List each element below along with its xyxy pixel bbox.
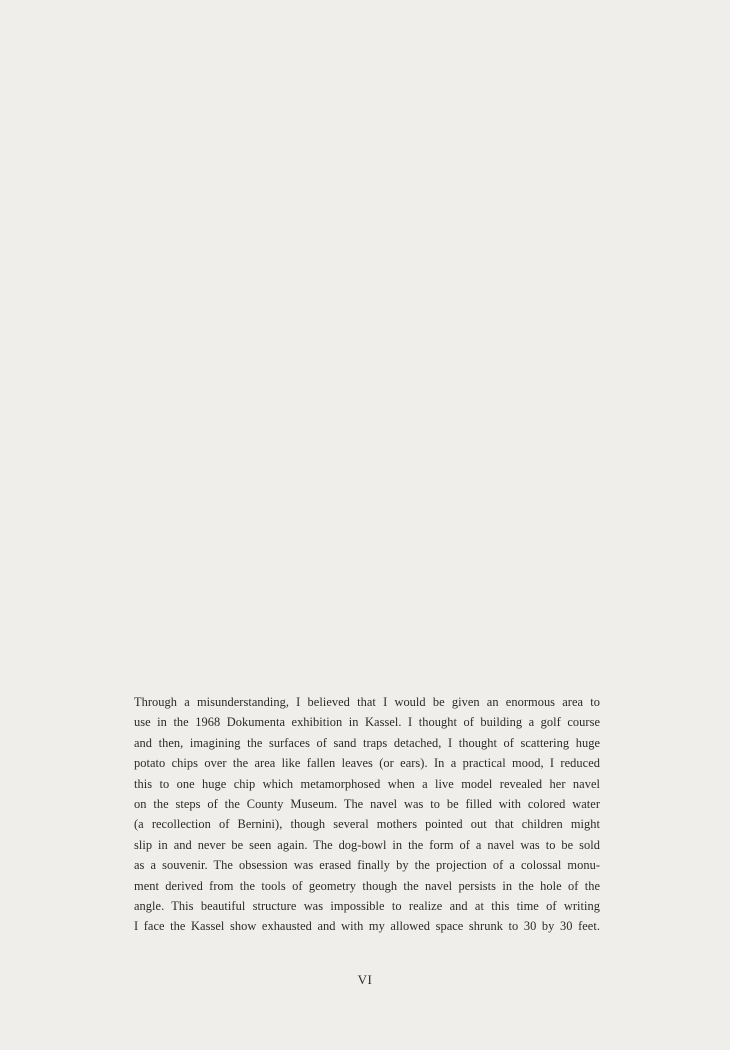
paragraph-line-6: on the steps of the County Museum. The navel was to be filled with colored water: [134, 796, 600, 811]
paragraph-line-5: this to one huge chip which metamorphosed when a live model revealed her navel: [134, 776, 600, 791]
paragraph-line-9: as a souvenir. The obsession was erased finally by the projection of a colossal monu-: [134, 858, 600, 873]
body-paragraph: [134, 692, 600, 937]
paragraph-line-10: ment derived from the tools of geometry though the navel persists in the hole of the: [134, 878, 600, 893]
page-number: VI: [357, 972, 373, 987]
paragraph-line-3: and then, imagining the surfaces of sand traps detached, I thought of scattering huge: [134, 735, 600, 750]
paragraph-line-8: slip in and never be seen again. The dog-bowl in the form of a navel was to be sold: [134, 837, 600, 852]
paragraph-line-2: use in the 1968 Dokumenta exhibition in Kassel. I thought of building a golf course: [134, 715, 600, 730]
paragraph-line-11: angle. This beautiful structure was impossible to realize and at this time of writing: [134, 898, 600, 913]
paragraph-line-12: I face the Kassel show exhausted and with my allowed space shrunk to 30 by 30 feet.: [134, 919, 600, 934]
paragraph-line-4: potato chips over the area like fallen leaves (or ears). In a practical mood, I reduced: [134, 756, 600, 771]
paragraph-line-1: Through a misunderstanding, I believed that I would be given an enormous area to: [134, 695, 600, 709]
paragraph-line-7: (a recollection of Bernini), though several mothers pointed out that children might: [134, 817, 600, 832]
